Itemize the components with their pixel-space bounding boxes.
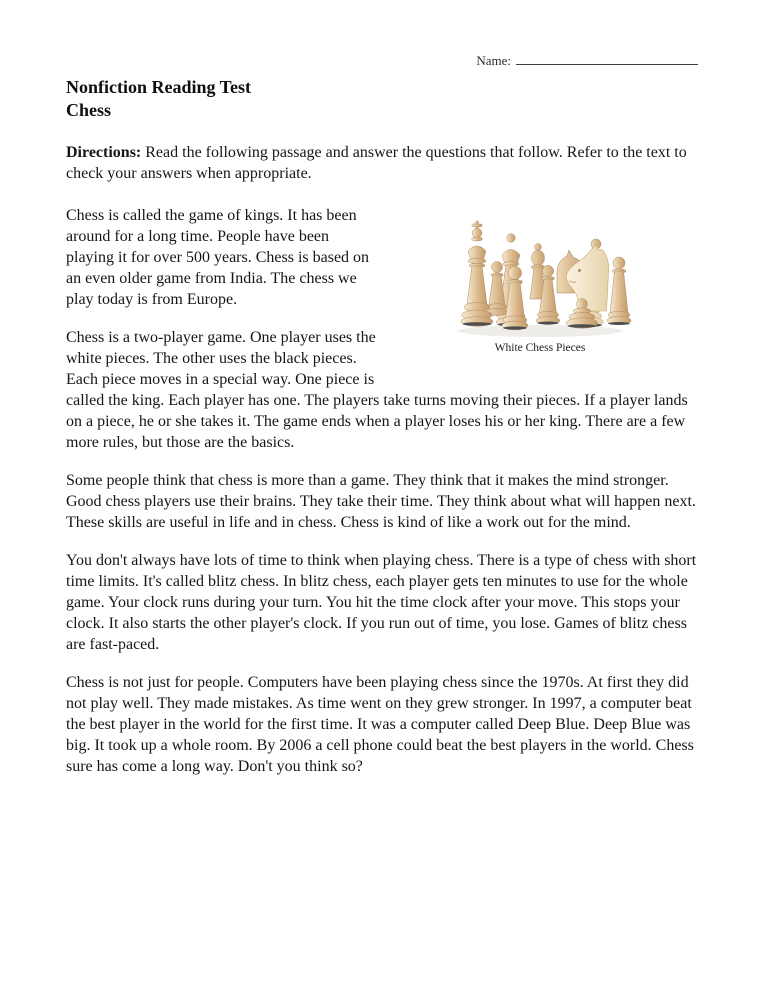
page-title: Nonfiction Reading Test [66,77,252,97]
passage [66,205,700,777]
pawn-right [607,257,631,325]
passage-paragraph-1: Chess is called the game of kings. It has been around for a long time. People have been playing it for over 500 years. Chess is based on an even older game from India. The chess we play today is from Europe. [66,207,370,308]
directions [66,142,700,184]
name-blank-line[interactable] [516,52,698,65]
ground-shadow-shape [458,325,622,337]
name-row [66,52,700,69]
passage-paragraph-5: Chess is not just for people. Computers have been playing chess since the 1970s. At first they did not play well. They made mistakes. As time went on they grew stronger. In 1997, a computer beat the best player in the world for the first time. It was a computer called Deep Blue. Deep Blue was big. It took up a whole room. By 2006 a cell phone could beat the best players in the world. Chess sure has come a long way. Don't you think so? [66,674,694,775]
directions-label: Directions: [66,144,142,161]
chess-pieces-photo [445,207,635,339]
passage-paragraph-4: You don't always have lots of time to think when playing chess. There is a type of chess with short time limits. It's called blitz chess. In blitz chess, each player gets ten minutes to use for the whole game. Your clock runs during your turn. You hit the time clock after your move. This stops your clock. It also starts the other player's clock. If you run out of time, you lose. Games of blitz chess are fast-paced. [66,552,697,653]
chess-photo-figure [380,205,700,383]
passage-paragraph-2: Chess is a two-player game. One player uses the white pieces. The other uses the black pieces. Each piece moves in a special way. One piece is called the king. Each player has one. The players take turns moving their pieces. If a player lands on a piece, he or she takes it. The game ends when a player loses his or her king. There are a few more rules, but those are the basics. [66,329,688,451]
directions-text: Read the following passage and answer the questions that follow. Refer to the text to check your answers when appropriate. [66,144,687,182]
page-subtitle: Chess [66,100,112,120]
name-label: Name: [476,53,511,68]
photo-caption: White Chess Pieces [494,342,586,354]
passage-paragraph-3: Some people think that chess is more than a game. They think that it makes the mind stronger. Good chess players use their brains. They take their time. They think about what will happen next. These skills are useful in life and in chess. Chess is kind of like a work out for the mind. [66,472,696,531]
